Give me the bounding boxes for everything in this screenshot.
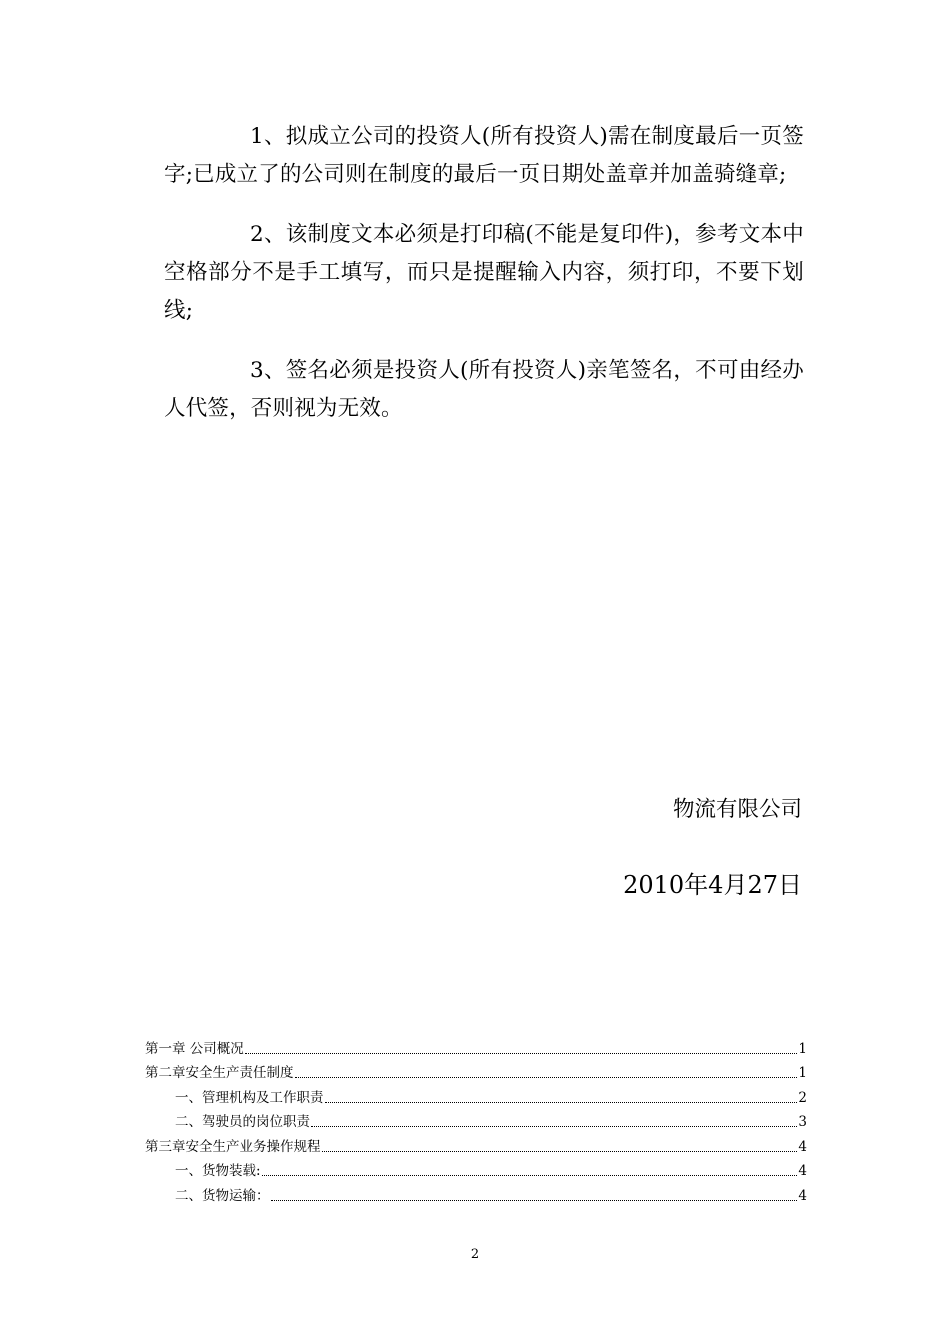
toc-entry-page: 1 bbox=[798, 1065, 807, 1081]
toc-entry-title: 第一章 公司概况 bbox=[145, 1040, 244, 1057]
toc-entry-title: 一、货物装载: bbox=[175, 1163, 261, 1179]
signature-company: 物流有限公司 bbox=[672, 797, 802, 822]
toc-entry[interactable] bbox=[145, 1134, 807, 1159]
toc-entry-page: 2 bbox=[798, 1089, 807, 1106]
page-number: 2 bbox=[470, 1247, 480, 1262]
toc-entry[interactable] bbox=[145, 1183, 807, 1208]
toc-entry-page: 4 bbox=[798, 1163, 807, 1179]
toc-entry-page: 4 bbox=[798, 1187, 807, 1204]
instruction-paragraph-3: 3、签名必须是投资人(所有投资人)亲笔签名，不可由经办人代签，否则视为无效。 bbox=[164, 358, 804, 421]
toc-leader-dots bbox=[271, 1200, 798, 1201]
toc-entry-title: 第三章安全生产业务操作规程 bbox=[145, 1138, 321, 1155]
toc-leader-dots bbox=[325, 1102, 798, 1103]
toc-entry-page: 4 bbox=[798, 1138, 807, 1155]
toc-entry[interactable] bbox=[145, 1159, 807, 1184]
toc-leader-dots bbox=[245, 1053, 798, 1054]
toc-entry[interactable] bbox=[145, 1061, 807, 1086]
toc-leader-dots bbox=[295, 1077, 798, 1078]
toc-entry-title: 第二章安全生产责任制度 bbox=[145, 1065, 294, 1081]
table-of-contents bbox=[145, 1036, 807, 1208]
toc-leader-dots bbox=[311, 1126, 797, 1127]
signature-date: 2010年4月27日 bbox=[623, 871, 802, 899]
instruction-paragraph-2: 2、该制度文本必须是打印稿(不能是复印件)，参考文本中空格部分不是手工填写，而只是提醒输入内容，须打印，不要下划线; bbox=[164, 222, 804, 323]
toc-entry-title: 二、驾驶员的岗位职责 bbox=[175, 1114, 310, 1130]
toc-entry-page: 3 bbox=[798, 1114, 807, 1130]
toc-leader-dots bbox=[262, 1175, 798, 1176]
toc-entry[interactable] bbox=[145, 1036, 807, 1061]
instructions-body bbox=[164, 118, 804, 450]
toc-entry-page: 1 bbox=[798, 1040, 807, 1057]
toc-entry-title: 一、管理机构及工作职责 bbox=[175, 1089, 324, 1106]
toc-entry[interactable] bbox=[145, 1085, 807, 1110]
instruction-paragraph-1: 1、拟成立公司的投资人(所有投资人)需在制度最后一页签字;已成立了的公司则在制度的最后一页日期处盖章并加盖骑缝章; bbox=[164, 124, 804, 187]
toc-entry-title: 二、货物运输： bbox=[175, 1187, 270, 1204]
toc-leader-dots bbox=[322, 1151, 798, 1152]
toc-entry[interactable] bbox=[145, 1110, 807, 1135]
